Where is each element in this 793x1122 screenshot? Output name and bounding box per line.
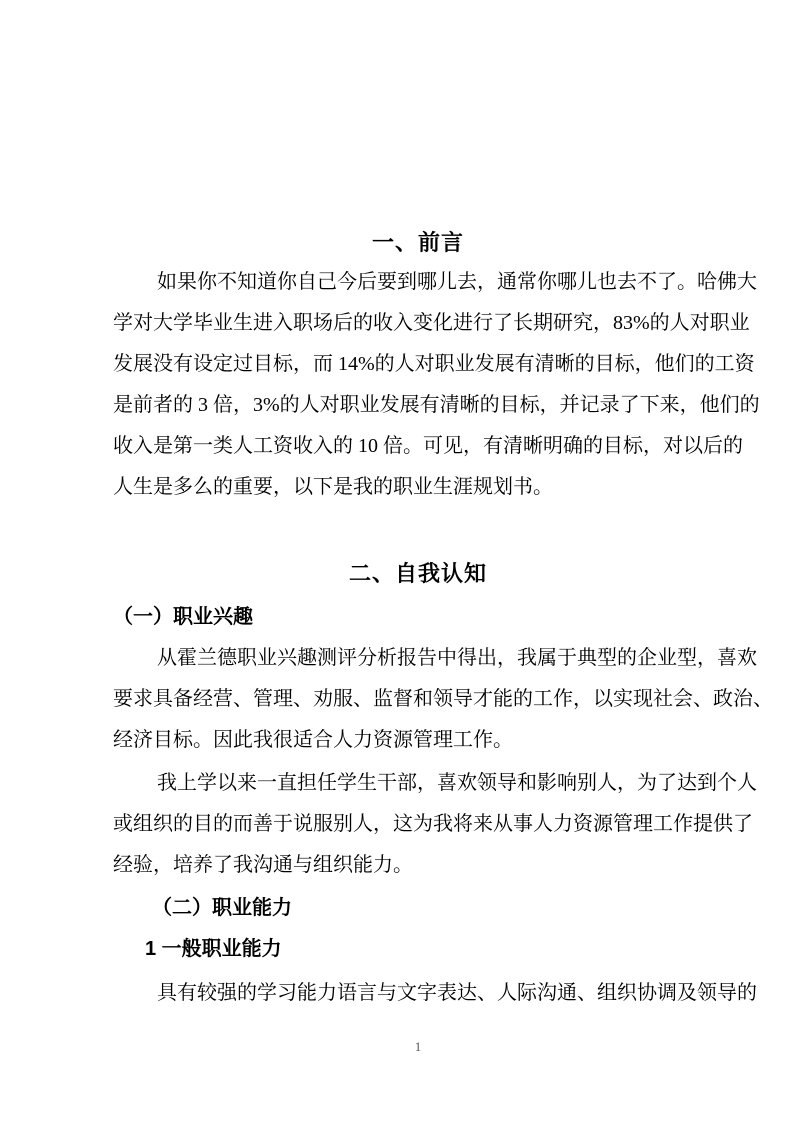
text-line: 从霍兰德职业兴趣测评分析报告中得出，我属于典型的企业型，喜欢 — [157, 647, 757, 669]
text-line: 学对大学毕业生进入职场后的收入变化进行了长期研究，83%的人对职业 — [113, 312, 750, 334]
heading-career-ability: （二）职业能力 — [152, 897, 292, 919]
text-line: 如果你不知道你自己今后要到哪儿去，通常你哪儿也去不了。哈佛大 — [157, 271, 757, 293]
text-line: 收入是第一类人工资收入的 10 倍。可见，有清晰明确的目标，对以后的 — [113, 435, 743, 457]
paragraph-general-ability — [113, 973, 757, 1014]
text-line: 要求具备经营、管理、劝服、监督和领导才能的工作，以实现社会、政治、 — [113, 688, 773, 710]
paragraph-student-leadership — [113, 763, 757, 886]
text-line: 经济目标。因此我很适合人力资源管理工作。 — [113, 729, 513, 751]
subheading-general-career-ability: 1 一般职业能力 — [145, 938, 282, 960]
text-line: 或组织的目的而善于说服别人，这为我将来从事人力资源管理工作提供了 — [113, 813, 753, 835]
text-line: 发展没有设定过目标，而 14%的人对职业发展有清晰的目标，他们的工资 — [113, 353, 755, 375]
page-number: 1 — [414, 1039, 422, 1054]
section-title-self-cognition: 二、自我认知 — [348, 561, 487, 586]
document-content — [113, 0, 773, 1014]
heading-career-interest: （一）职业兴趣 — [113, 606, 253, 628]
text-line: 具有较强的学习能力语言与文字表达、人际沟通、组织协调及领导的 — [157, 982, 757, 1004]
text-line: 经验，培养了我沟通与组织能力。 — [113, 854, 413, 876]
paragraph-career-interest — [113, 638, 773, 761]
text-line: 我上学以来一直担任学生干部，喜欢领导和影响别人，为了达到个人 — [157, 772, 757, 794]
text-line: 是前者的 3 倍，3%的人对职业发展有清晰的目标，并记录了下来，他们的 — [113, 394, 760, 416]
text-line: 人生是多么的重要，以下是我的职业生涯规划书。 — [113, 476, 553, 498]
section-title-foreword: 一、前言 — [371, 230, 464, 255]
paragraph-foreword — [113, 262, 760, 508]
